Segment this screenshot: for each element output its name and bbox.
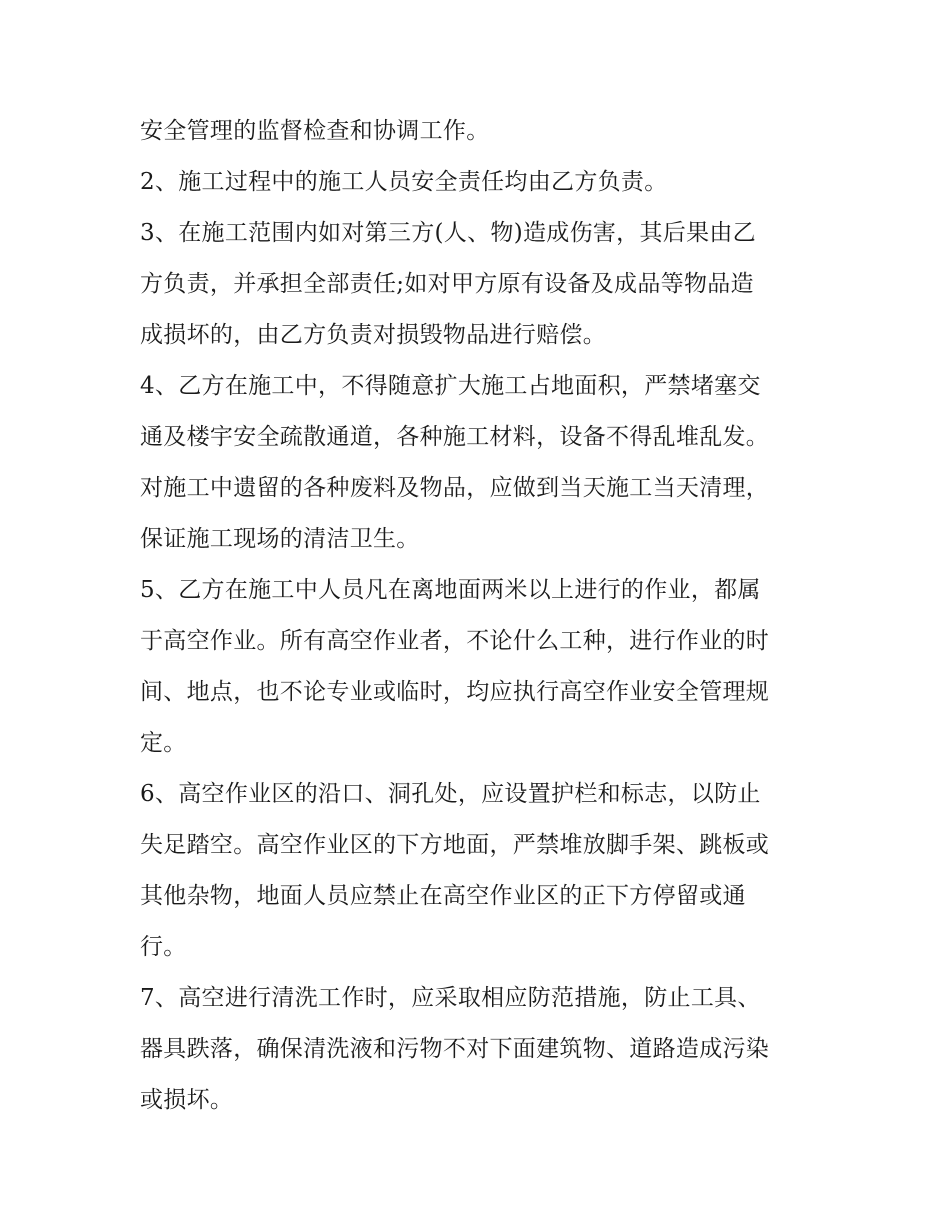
- text-line: 成损坏的，由乙方负责对损毁物品进行赔偿。: [140, 322, 606, 348]
- text-line: 5、乙方在施工中人员凡在离地面两米以上进行的作业，都属: [140, 577, 761, 603]
- text-line: 6、高空作业区的沿口、洞孔处，应设置护栏和标志，以防止: [140, 781, 761, 807]
- text-line: 4、乙方在施工中，不得随意扩大施工占地面积，严禁堵塞交: [140, 373, 761, 399]
- text-line: 定。: [140, 730, 187, 756]
- text-line: 保证施工现场的清洁卫生。: [140, 526, 420, 552]
- text-line: 2、施工过程中的施工人员安全责任均由乙方负责。: [140, 169, 668, 195]
- text-line: 3、在施工范围内如对第三方(人、物)造成伤害，其后果由乙: [140, 220, 756, 246]
- text-line: 或损坏。: [140, 1087, 234, 1113]
- text-line: 通及楼宇安全疏散通道，各种施工材料，设备不得乱堆乱发。: [140, 424, 770, 450]
- text-line: 安全管理的监督检查和协调工作。: [140, 118, 490, 144]
- document-body: [140, 106, 816, 1126]
- text-line: 于高空作业。所有高空作业者，不论什么工种，进行作业的时: [140, 628, 770, 654]
- text-line: 器具跌落，确保清洗液和污物不对下面建筑物、道路造成污染: [140, 1036, 770, 1062]
- text-line: 7、高空进行清洗工作时，应采取相应防范措施，防止工具、: [140, 985, 761, 1011]
- text-line: 失足踏空。高空作业区的下方地面，严禁堆放脚手架、跳板或: [140, 832, 770, 858]
- text-line: 方负责，并承担全部责任;如对甲方原有设备及成品等物品造: [140, 271, 754, 297]
- text-line: 行。: [140, 934, 187, 960]
- text-line: 间、地点，也不论专业或临时，均应执行高空作业安全管理规: [140, 679, 770, 705]
- text-line: 对施工中遗留的各种废料及物品，应做到当天施工当天清理，: [140, 475, 770, 501]
- text-line: 其他杂物，地面人员应禁止在高空作业区的正下方停留或通: [140, 883, 746, 909]
